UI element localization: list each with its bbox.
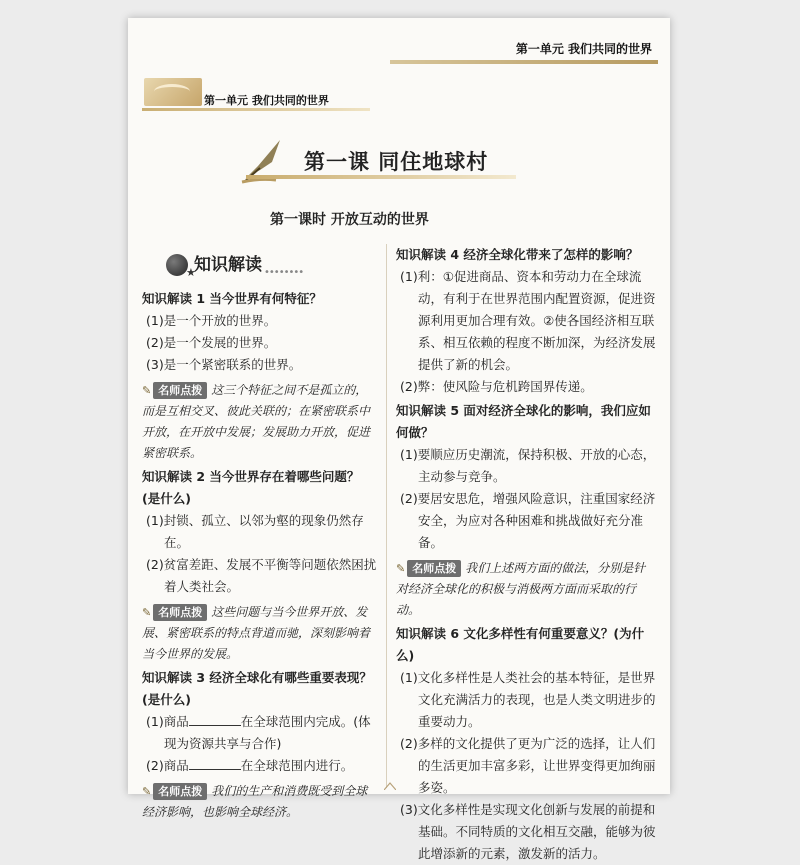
list-item: (2)贫富差距、发展不平衡等问题依然困扰着人类社会。: [146, 557, 377, 594]
list-item: (2)弊：使风险与危机跨国界传递。: [400, 379, 593, 394]
list-item: (2)是一个发展的世界。: [146, 335, 277, 350]
item-prefix: (2)商品: [146, 758, 189, 773]
wing-icon: [154, 84, 190, 99]
list-item: (1)利：①促进商品、资本和劳动力在全球流动，有利于在世界范围内配置资源，促进资源利用更加合理有效。②使各国经济相互联系、相互依赖的程度不断加深，为经济发展提供了新的机会。: [400, 269, 656, 372]
question-4: 知识解读 4 经济全球化带来了怎样的影响？: [396, 247, 639, 262]
question-2: 知识解读 2 当今世界存在着哪些问题？(是什么): [142, 469, 360, 506]
tip-text: 这些问题与当今世界开放、发展、紧密联系的特点背道而驰，深刻影响着当今世界的发展。: [142, 605, 371, 661]
list-item: [146, 711, 377, 755]
question-6: 知识解读 6 文化多样性有何重要意义？(为什么): [396, 626, 645, 663]
teacher-tip-3: [142, 781, 377, 823]
star-icon: ★: [186, 266, 196, 279]
session-title: 第一课时 开放互动的世界: [270, 212, 429, 228]
list-item: (3)是一个紧密联系的世界。: [146, 357, 302, 372]
tip-text: 我们的生产和消费既受到全球经济影响，也影响全球经济。: [142, 784, 368, 819]
teacher-tip-1: [142, 380, 377, 464]
list-item: (3)文化多样性是实现文化创新与发展的前提和基础。不同特质的文化相互交融，能够为彼此增添新的元素，激发新的活力。: [400, 802, 656, 861]
corner-logo: [144, 78, 202, 106]
list-item: (1)是一个开放的世界。: [146, 313, 277, 328]
pen-icon: ✎: [396, 562, 406, 575]
corner-rule: [142, 108, 370, 111]
tip-text: 我们上述两方面的做法，分别是针对经济全球化的积极与消极两方面而采取的行动。: [396, 561, 646, 617]
tip-text: 这三个特征之间不是孤立的，而是互相交叉、彼此关联的；在紧密联系中开放，在开放中发展；发展助力开放，促进紧密联系。: [142, 383, 371, 460]
fill-blank[interactable]: [189, 713, 241, 726]
lesson-rule: [246, 175, 516, 179]
tip-badge: 名师点拨: [153, 783, 207, 800]
fill-blank[interactable]: [189, 757, 241, 770]
lesson-title: 第一课 同住地球村: [304, 149, 489, 174]
item-prefix: (1)商品: [146, 714, 189, 729]
dots-decoration: ••••••••: [264, 267, 304, 278]
item-suffix: 在全球范围内进行。: [240, 758, 354, 773]
running-header: 第一单元 我们共同的世界: [515, 42, 652, 56]
tip-badge: 名师点拨: [407, 560, 461, 577]
tip-badge: 名师点拨: [153, 604, 207, 621]
question-5: 知识解读 5 面对经济全球化的影响，我们应如何做？: [396, 403, 651, 440]
section-heading: [142, 250, 377, 284]
right-column: [396, 242, 656, 865]
teacher-tip-5: [396, 558, 656, 621]
list-item: (2)要居安思危，增强风险意识，注重国家经济安全，为应对各种困难和挑战做好充分准备。: [400, 491, 656, 550]
corner-unit-title: 第一单元 我们共同的世界: [204, 94, 329, 107]
column-divider: [386, 244, 387, 788]
list-item: (1)要顺应历史潮流，保持积极、开放的心态，主动参与竞争。: [400, 447, 656, 484]
tip-badge: 名师点拨: [153, 382, 207, 399]
textbook-page: [128, 18, 670, 861]
list-item: (1)封锁、孤立、以邻为壑的现象仍然存在。: [146, 513, 364, 550]
list-item: [146, 755, 377, 777]
question-1: 知识解读 1 当今世界有何特征？: [142, 291, 322, 306]
page-bottom-mark: [384, 782, 396, 790]
teacher-tip-2: [142, 602, 377, 665]
globe-icon: [166, 254, 188, 276]
pen-icon: ✎: [142, 384, 152, 397]
item-suffix: 在全球范围内完成。(体现为资源共享与合作): [164, 714, 371, 751]
pen-icon: ✎: [142, 785, 152, 798]
pen-icon: ✎: [142, 606, 152, 619]
list-item: (1)文化多样性是人类社会的基本特征，是世界文化充满活力的表现，也是人类文明进步的重要动力。: [400, 670, 656, 729]
header-rule: [390, 60, 658, 64]
question-3: 知识解读 3 经济全球化有哪些重要表现？(是什么): [142, 670, 372, 707]
section-heading-text: 知识解读: [194, 255, 262, 275]
left-column: [142, 250, 377, 825]
list-item: (2)多样的文化提供了更为广泛的选择，让人们的生活更加丰富多彩，让世界变得更加绚丽多姿。: [400, 736, 656, 795]
